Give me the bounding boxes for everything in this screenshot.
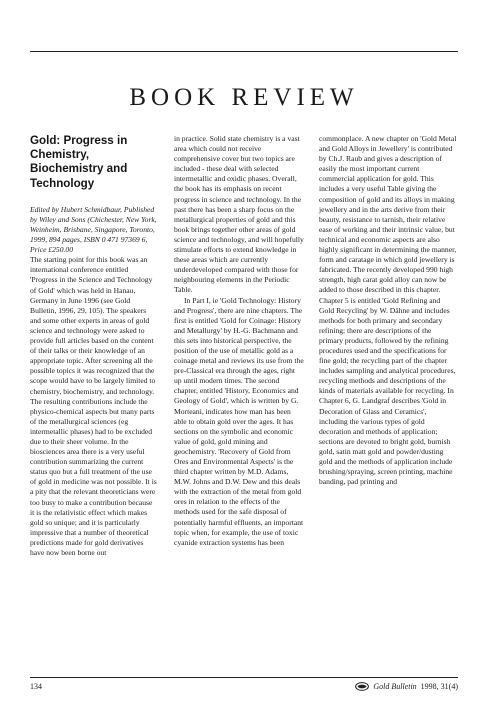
column-3-paragraph: commonplace. A new chapter on 'Gold Metal and Gold Alloys in Jewellery' is contributed by Ch.J. Raub and gives a description of easily the most important current commercial application for gold. This includes a very useful Table giving the composition of gold and its alloys in making jewellery and in the arts derive from their beauty, resistance to tarnish, their relative ease of working and their intrinsic value, but technical and economic aspects are also highly significant in determining the manner, form and caratage in which gold jewellery is fabricated. The recently developed 990 high strength, high carat gold alloy can now be added to those described in this chapter. Chapter 5 is entitled 'Gold Refining and Gold Recycling' by W. Dähne and includes methods for both primary and secondary refining; there are descriptions of the primary products, followed by the refining procedures used and the specifications for fine gold; the recycling part of the chapter includes sampling and analytical procedures, recycling methods and descriptions of the kinds of materials available for recycling. In Chapter 6, G. Landgraf describes 'Gold in Decoration of Glass and Ceramics', including the various types of gold decoration and methods of application; sections are devoted to bright gold, burnish gold, satin matt gold and powder/dusting gold and the methods of application include brushing/spraying, screen printing, machine banding, pad printing and bbox=[319, 134, 457, 487]
column-2 bbox=[174, 134, 304, 548]
book-publication-info: Edited by Hubert Schmidbaur, Published by Wiley and Sons (Chichester, New York, Weinheim, Brisbane, Singapore, Toronto, 1999, 894 pages, ISBN 0 471 97369 6, Price £250.00 bbox=[30, 204, 157, 255]
column-2-paragraph-2: In Part I, ie 'Gold Technology: History and Progress', there are nine chapters. The first is entitled 'Gold for Coinage: History and Metallurgy' by H.-G. Bachmann and this sets into historical perspective, the position of the use of metallic gold as a coinage metal and reviews its use from the pre-Classical era through the ages, right up until modern times. The second chapter, entitled 'History, Economics and Geology of Gold', which is written by G. Morteani, indicates how man has been able to obtain gold over the ages. It has sections on the symbolic and economic value of gold, gold mining and geochemistry. 'Recovery of Gold from Ores and Environmental Aspects' is the third chapter written by M.D. Adams, M.W. Johns and D.W. Dew and this deals with the extraction of the metal from gold ores in relation to the effects of the methods used for the safe disposal of potentially harmful effluents, an important topic when, for example, the use of toxic cyanide extraction systems has been bbox=[174, 295, 304, 547]
column-2-paragraph-1: in practice. Solid state chemistry is a vast area which could not receive comprehensive cover but two topics are included - these deal with selected intermetallic and oxidic phases. Overall, the book has its emphasis on recent progress in science and technology. In the past there has been a sharp focus on the metallurgical properties of gold and this book brings together other areas of gold science and technology, and will hopefully stimulate efforts to extend knowledge in these areas which are currently underdeveloped compared with those for neighbouring elements in the Periodic Table. bbox=[174, 134, 304, 295]
column-1-paragraph: The starting point for this book was an international conference entitled 'Progress in the Science and Technology of Gold' which was held in Hanau, Germany in June 1996 (see Gold Bulletin, 1996, 29, 105). The speakers and some other experts in areas of gold science and technology were asked to provide full articles based on the content of their talks or their knowledge of an appropriate topic. After screening all the possible topics it was recognized that the scope would have to be largely limited to chemistry, biochemistry, and technology. The resulting contributions include the physico-chemical aspects but many parts of the metallurgical sciences (eg intermetallic phases) had to be excluded due to their sheer volume. In the biosciences area there is a very useful contribution summarizing the current status quo but a full treatment of the use of gold in medicine was not possible. It is a pity that the relevant theoreticians were too busy to make a contribution because it is the relativistic effect which makes gold so unique; and it is particularly impressive that a number of theoretical predictions made for gold derivatives have now been borne out bbox=[30, 255, 157, 557]
gold-bulletin-logo-icon bbox=[355, 682, 369, 691]
top-rule bbox=[30, 51, 458, 52]
journal-issue: 1998, 31(4) bbox=[420, 682, 458, 691]
journal-name: Gold Bulletin bbox=[373, 682, 417, 691]
section-title: BOOK REVIEW bbox=[129, 84, 359, 111]
page-number: 134 bbox=[30, 682, 42, 691]
column-1 bbox=[30, 134, 157, 558]
column-3 bbox=[319, 134, 457, 487]
journal-footer bbox=[355, 682, 458, 691]
bottom-rule bbox=[30, 677, 458, 678]
book-title: Gold: Progress in Chemistry, Biochemistry and Technology bbox=[30, 134, 128, 190]
